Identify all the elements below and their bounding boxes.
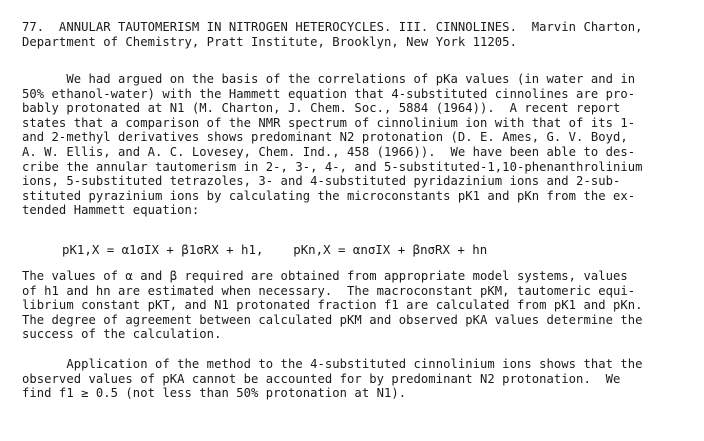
paragraph-1-line: states that a comparison of the NMR spectrum of cinnolinium ion with that of its 1-: [22, 115, 636, 130]
paragraph-3-line: observed values of pKA cannot be accounted for by predominant N2 protonation. We: [22, 371, 621, 386]
paragraph-2-line: The degree of agreement between calculated pKM and observed pKA values determine the: [22, 312, 643, 327]
paragraph-2-line: librium constant pKT, and N1 protonated fraction f1 are calculated from pK1 and pKn.: [22, 298, 643, 313]
paragraph-2-line: success of the calculation.: [22, 327, 222, 342]
paragraph-1-line: 50% ethanol-water) with the Hammett equation that 4-substituted cinnolines are pro-: [22, 86, 636, 101]
header-line: 77. ANNULAR TAUTOMERISM IN NITROGEN HETEROCYCLES. III. CINNOLINES. Marvin Charton,: [22, 20, 643, 34]
paragraph-1-line: ions, 5-substituted tetrazoles, 3- and 4-substituted pyridazinium ions and 2-sub-: [22, 174, 621, 189]
paragraph-3-line: Application of the method to the 4-substituted cinnolinium ions shows that the: [22, 357, 643, 371]
paragraph-2-line: The values of α and β required are obtained from appropriate model systems, values: [22, 269, 628, 283]
paragraph-1-line: and 2-methyl derivatives shows predominant N2 protonation (D. E. Ames, G. V. Boyd,: [22, 130, 628, 145]
hammett-equation: pK1,X = α1σIX + β1σRX + h1, pKn,X = αnσIX + βnσRX + hn: [62, 242, 488, 257]
paragraph-1-line: stituted pyrazinium ions by calculating the microconstants pK1 and pKn from the ex-: [22, 188, 636, 203]
paragraph-1-line: A. W. Ellis, and A. C. Lovesey, Chem. Ind., 458 (1966)). We have been able to des-: [22, 145, 636, 159]
header-line: Department of Chemistry, Pratt Institute, Brooklyn, New York 11205.: [22, 35, 517, 49]
paragraph-3-line: find f1 ≥ 0.5 (not less than 50% protonation at N1).: [22, 386, 407, 401]
paragraph-1-line: We had argued on the basis of the correlations of pKa values (in water and in: [22, 72, 636, 86]
paragraph-2-line: of h1 and hn are estimated when necessary. The macroconstant pKM, tautomeric equi-: [22, 283, 636, 298]
paragraph-1-line: tended Hammett equation:: [22, 203, 200, 218]
paragraph-1-line: cribe the annular tautomerism in 2-, 3-, 4-, and 5-substituted-1,10-phenanthrolinium: [22, 159, 643, 174]
paragraph-1-line: bably protonated at N1 (M. Charton, J. Chem. Soc., 5884 (1964)). A recent report: [22, 101, 621, 116]
